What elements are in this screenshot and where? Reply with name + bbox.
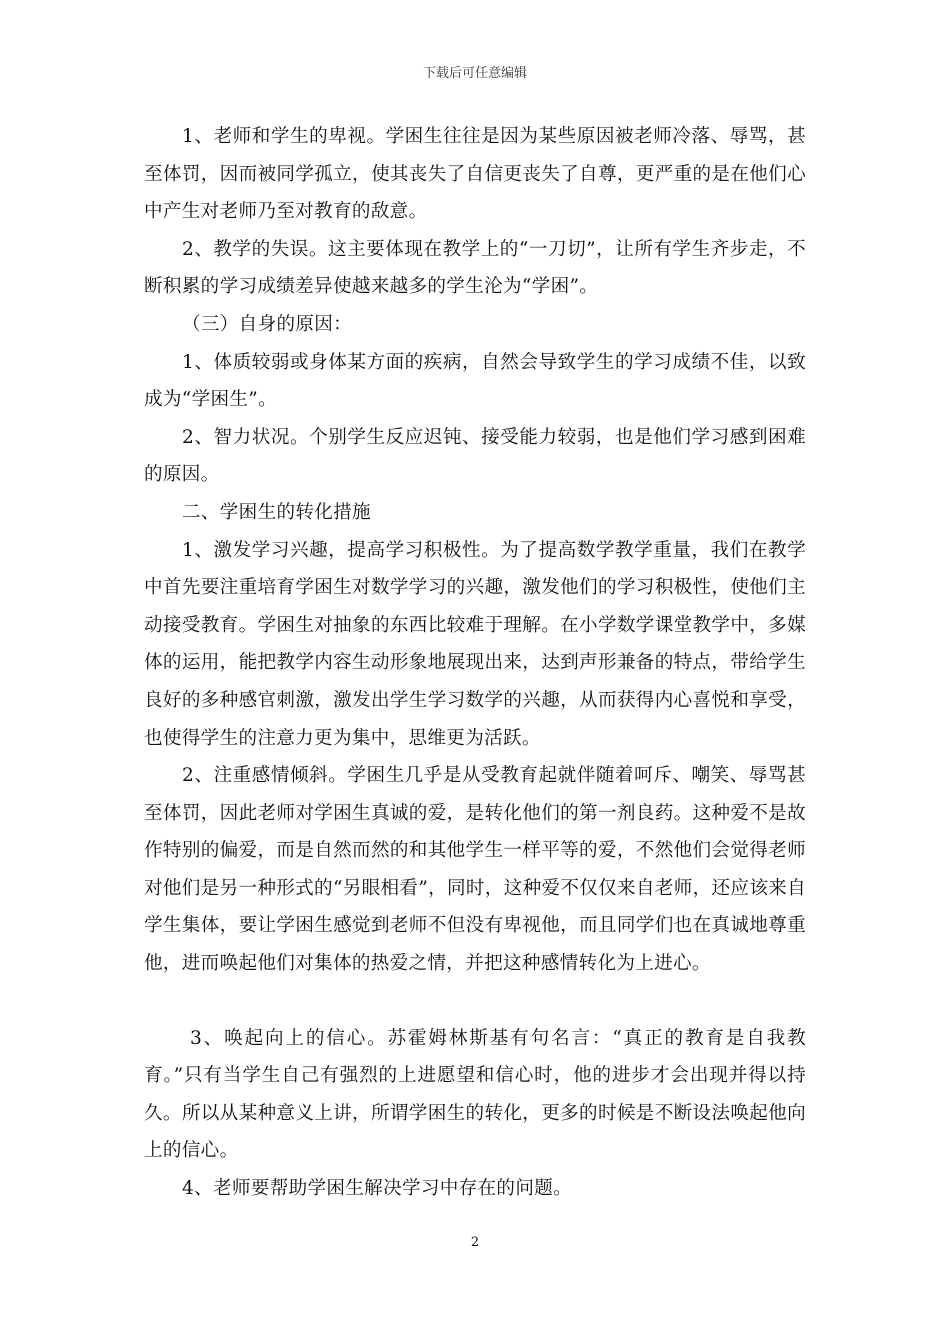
paragraph-confidence: 3、唤起向上的信心。苏霍姆林斯基有句名言：“真正的教育是自我教育。”只有当学生自己有强烈的上进愿望和信心时，他的进步才会出现并得以持久。所以从某种意义上讲，所谓学困生的转化，更多的时候是不断设法唤起他向上的信心。 [144, 1027, 806, 1162]
paragraph-help-problems: 4、老师要帮助学困生解决学习中存在的问题。 [182, 1178, 573, 1200]
subheading-own-causes: （三）自身的原因： [182, 313, 353, 335]
paragraph-teaching-errors: 2、教学的失误。这主要体现在教学上的“一刀切”，让所有学生齐步走，不断积累的学习成绩差异使越来越多的学生沦为“学困”。 [144, 238, 806, 298]
paragraph-stimulate-interest: 1、激发学习兴趣，提高学习积极性。为了提高数学教学重量，我们在教学中首先要注重培育学困生对数学学习的兴趣，激发他们的学习积极性，使他们主动接受教育。学困生对抽象的东西比较难于理解。在小学数学课堂教学中，多媒体的运用，能把教学内容生动形象地展现出来，达到声形兼备的特点，带给学生良好的多种感官刺激，激发出学生学习数学的兴趣，从而获得内心喜悦和享受，也使得学生的注意力更为集中，思维更为活跃。 [144, 539, 806, 749]
paragraph-intelligence: 2、智力状况。个别学生反应迟钝、接受能力较弱，也是他们学习感到困难的原因。 [144, 426, 806, 486]
paragraph-teacher-attitude: 1、老师和学生的卑视。学困生往往是因为某些原因被老师冷落、辱骂，甚至体罚，因而被同学孤立，使其丧失了自信更丧失了自尊，更严重的是在他们心中产生对老师乃至对教育的敌意。 [144, 126, 806, 223]
section-heading-measures: 二、学困生的转化措施 [182, 501, 371, 523]
page-number: 2 [470, 1235, 480, 1250]
paragraph-physical-condition: 1、体质较弱或身体某方面的疾病，自然会导致学生的学习成绩不佳，以致成为“学困生”。 [144, 351, 806, 411]
paragraph-emotional-care: 2、注重感情倾斜。学困生几乎是从受教育起就伴随着呵斥、嘲笑、辱骂甚至体罚，因此老师对学困生真诚的爱，是转化他们的第一剂良药。这种爱不是故作特别的偏爱，而是自然而然的和其他学生一样平等的爱，不然他们会觉得老师对他们是另一种形式的“另眼相看”，同时，这种爱不仅仅来自老师，还应该来自学生集体，要让学困生感觉到老师不但没有卑视他，而且同学们也在真诚地尊重他，进而唤起他们对集体的热爱之情，并把这种感情转化为上进心。 [144, 765, 806, 975]
page-header: 下载后可任意编辑 [422, 66, 527, 81]
document-body [144, 118, 806, 1208]
